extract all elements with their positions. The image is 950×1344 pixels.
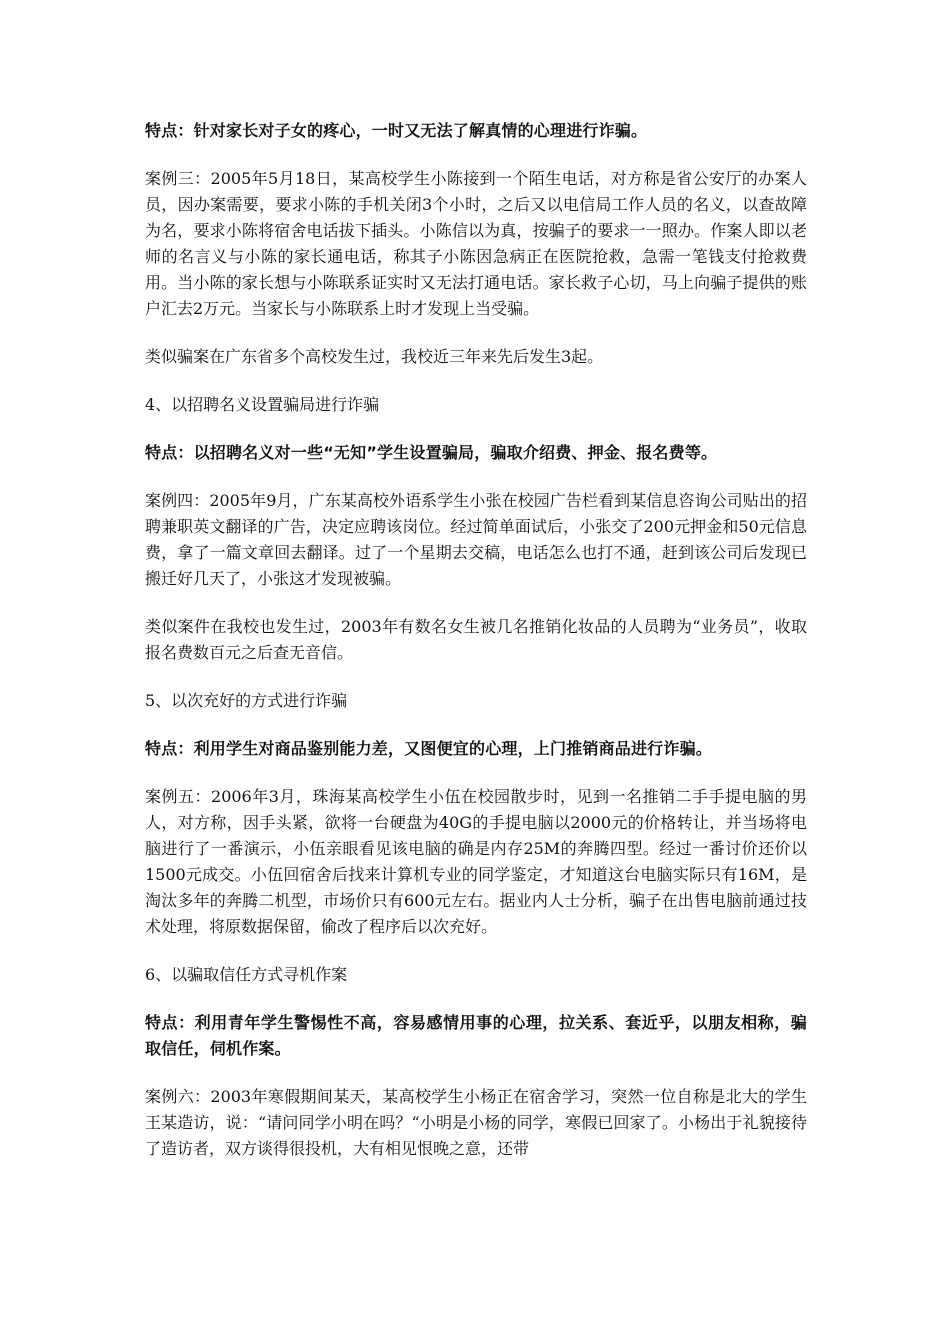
section-heading-5: 5、以次充好的方式进行诈骗 [145,691,348,710]
document-page [145,118,807,1162]
section-heading-6: 6、以骗取信任方式寻机作案 [145,965,348,984]
section-heading-4: 4、以招聘名义设置骗局进行诈骗 [145,395,380,414]
feature-paragraph-3: 特点：针对家长对子女的疼心，一时又无法了解真情的心理进行诈骗。 [145,121,648,140]
case-3-paragraph: 案例三：2005年5月18日，某高校学生小陈接到一个陌生电话，对方称是省公安厅的办案人员，因办案需要，要求小陈的手机关闭3个小时，之后又以电信局工作人员的名义，以查故障为名，要求小陈将宿舍电话拔下插头。小陈信以为真，按骗子的要求一一照办。作案人即以老师的名言义与小陈的家长通电话，称其子小陈因急病正在医院抢救，急需一笔钱支付抢救费用。当小陈的家长想与小陈联系证实时又无法打通电话。家长救子心切，马上向骗子提供的账户汇去2万元。当家长与小陈联系上时才发现上当受骗。 [145,169,807,318]
case-5-paragraph: 案例五：2006年3月，珠海某高校学生小伍在校园散步时，见到一名推销二手手提电脑的男人，对方称，因手头紧，欲将一台硬盘为40G的手提电脑以2000元的价格转让，并当场将电脑进行了一番演示，小伍亲眼看见该电脑的确是内存25M的奔腾四型。经过一番讨价还价以1500元成交。小伍回宿舍后找来计算机专业的同学鉴定，才知道这台电脑实际只有16M，是淘汰多年的奔腾二机型，市场价只有600元左右。据业内人士分析，骗子在出售电脑前通过技术处理，将原数据保留，偷改了程序后以次充好。 [145,787,807,936]
feature-paragraph-5: 特点：利用学生对商品鉴别能力差，又图便宜的心理，上门推销商品进行诈骗。 [145,739,713,758]
similar-cases-paragraph-2: 类似案件在我校也发生过，2003年有数名女生被几名推销化妆品的人员聘为“业务员”，收取报名费数百元之后查无音信。 [145,617,807,662]
case-4-paragraph: 案例四：2005年9月，广东某高校外语系学生小张在校园广告栏看到某信息咨询公司贴出的招聘兼职英文翻译的广告，决定应聘该岗位。经过简单面试后，小张交了200元押金和50元信息费，拿了一篇文章回去翻译。过了一个星期去交稿，电话怎么也打不通，赶到该公司后发现已搬迁好几天了，小张这才发现被骗。 [145,491,807,588]
feature-paragraph-4: 特点：以招聘名义对一些“无知”学生设置骗局，骗取介绍费、押金、报名费等。 [145,443,718,462]
feature-paragraph-6: 特点：利用青年学生警惕性不高，容易感情用事的心理，拉关系、套近乎，以朋友相称，骗取信任，伺机作案。 [145,1013,807,1058]
similar-cases-paragraph-1: 类似骗案在广东省多个高校发生过，我校近三年来先后发生3起。 [145,347,604,366]
case-6-paragraph: 案例六：2003年寒假期间某天，某高校学生小杨正在宿舍学习，突然一位自称是北大的学生王某造访，说：“请问同学小明在吗？“小明是小杨的同学，寒假已回家了。小杨出于礼貌接待了造访者，双方谈得很投机，大有相见恨晚之意，还带 [145,1087,807,1158]
